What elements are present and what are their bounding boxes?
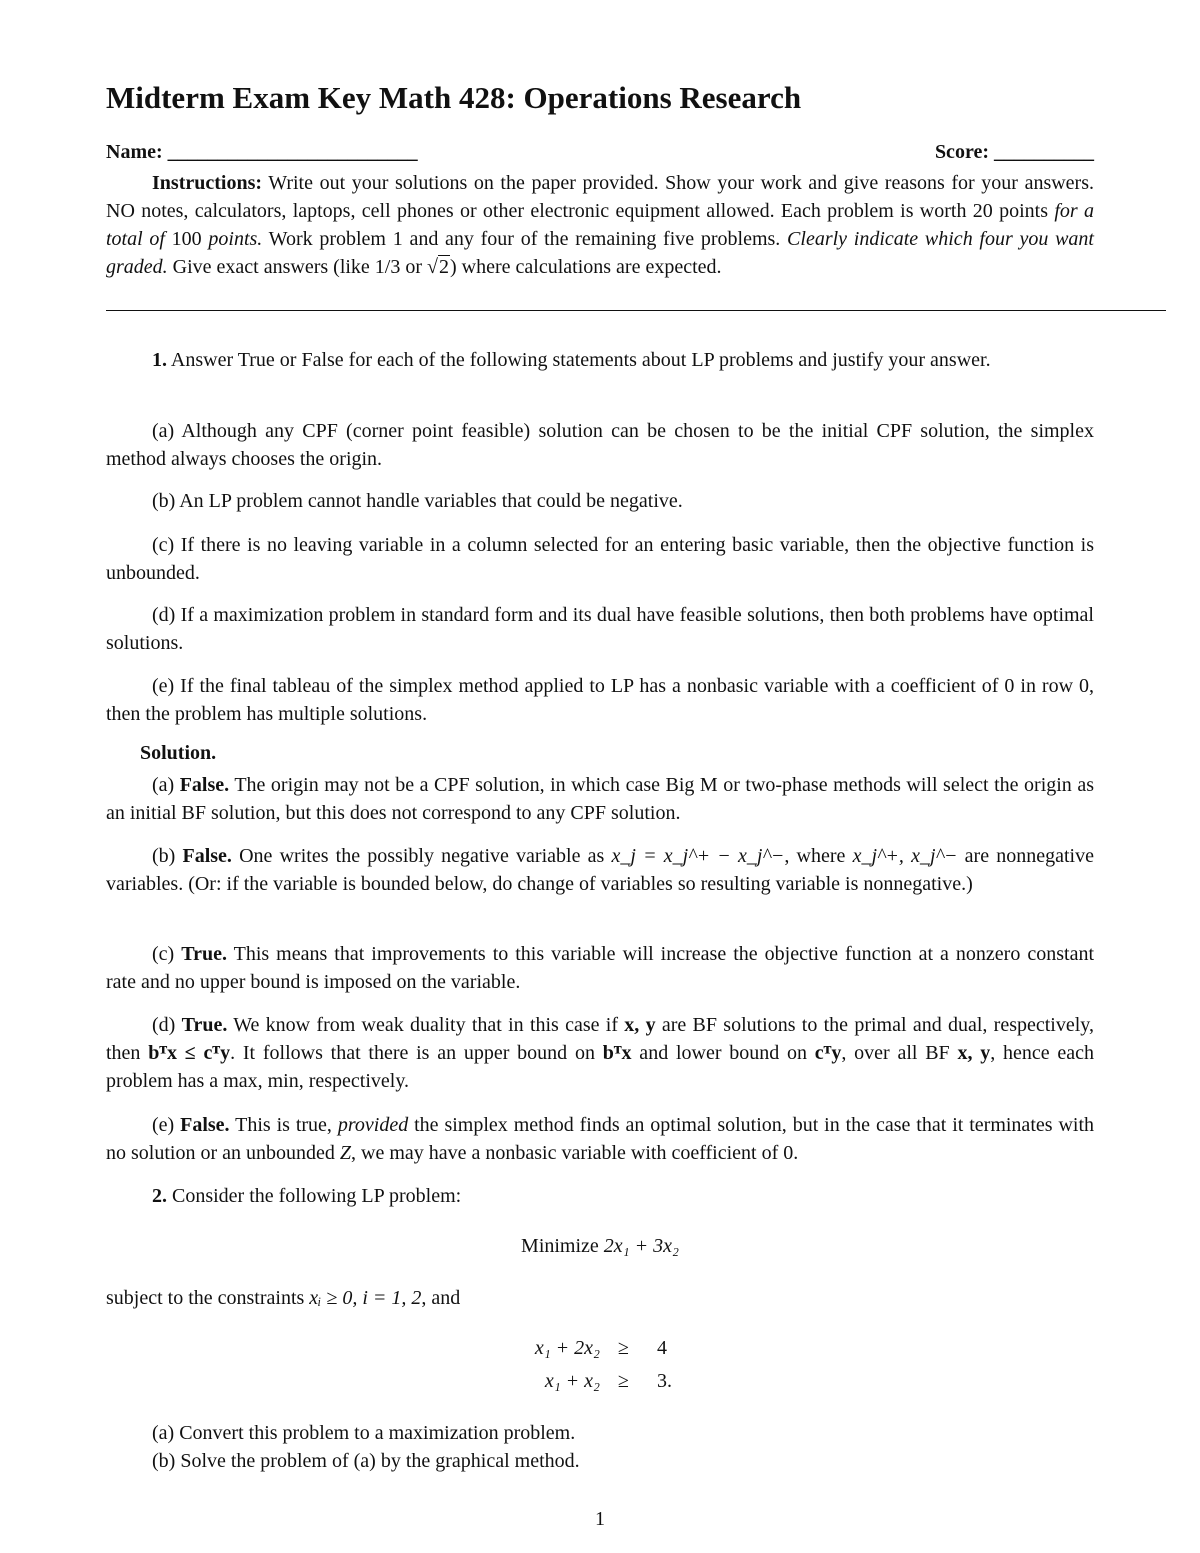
math-split-parts: x_j^+, x_j^−: [852, 845, 958, 867]
problem-1-part-c: (c) If there is no leaving variable in a column selected for an entering basic variable, then the objective function is unbounded.: [106, 534, 1094, 584]
objective-function: Minimize 2x₁ + 3x₂: [521, 1235, 679, 1257]
problem-2-prompt: 2. Consider the following LP problem:: [152, 1185, 462, 1207]
sqrt-expression: √2: [427, 256, 450, 278]
constraint-2-rhs: 3.: [657, 1370, 672, 1392]
constraint-2-relation: ≥: [618, 1370, 629, 1392]
problem-2-part-a: (a) Convert this problem to a maximization problem.: [152, 1422, 576, 1444]
page-number: 1: [595, 1508, 605, 1530]
problem-1-prompt: 1. Answer True or False for each of the following statements about LP problems and justify your answer.: [152, 349, 991, 371]
instructions-label: Instructions:: [152, 172, 263, 194]
instructions-paragraph: Instructions: Write out your solutions on the paper provided. Show your work and give reasons for your answers. NO notes, calculators, laptops, cell phones or other electronic equipment allowed. Each problem is worth 20 points for a total of 100 points. Work problem 1 and any four of the remaining five problems. Clearly indicate which four you want graded. Give exact answers (like 1/3 or √2) where calculations are expected.: [106, 172, 1095, 278]
header-divider: [106, 310, 1166, 311]
constraint-2-lhs: x₁ + x₂: [544, 1370, 600, 1392]
name-score-line: [106, 141, 1094, 164]
solution-part-d: (d) True. We know from weak duality that in this case if x, y are BF solutions to the primal and dual, respectively, then bᵀx ≤ cᵀy. It follows that there is an upper bound on bᵀx and lower bound on cᵀy, over all BF x, y, hence each problem has a max, min, respectively.: [106, 1014, 1095, 1092]
score-field-label: Score: __________: [934, 141, 1094, 163]
math-split-variable: x_j = x_j^+ − x_j^−: [611, 845, 785, 867]
problem-1-part-d: (d) If a maximization problem in standard form and its dual have feasible solutions, then both problems have optimal solutions.: [106, 604, 1094, 654]
constraint-1-relation: ≥: [618, 1337, 629, 1359]
solution-part-b: (b) False. One writes the possibly negative variable as x_j = x_j^+ − x_j^−, where x_j^+, x_j^− are nonnegative variables. (Or: if the variable is bounded below, do change of variables so resulting variable is nonnegative.): [106, 845, 1094, 895]
solution-heading: Solution.: [140, 742, 217, 764]
constraint-1-lhs: x₁ + 2x₂: [534, 1337, 600, 1359]
solution-part-c: (c) True. This means that improvements to this variable will increase the objective function at a nonzero constant rate and no upper bound is imposed on the variable.: [106, 943, 1094, 993]
page-title: Midterm Exam Key Math 428: Operations Research: [106, 80, 802, 115]
solution-part-e: (e) False. This is true, provided the simplex method finds an optimal solution, but in the case that it terminates with no solution or an unbounded Z, we may have a nonbasic variable with coefficient of 0.: [106, 1114, 1095, 1164]
solution-part-a: (a) False. The origin may not be a CPF solution, in which case Big M or two-phase methods will select the origin as an initial BF solution, but this does not correspond to any CPF solution.: [106, 774, 1094, 824]
problem-1-part-b: (b) An LP problem cannot handle variables that could be negative.: [152, 490, 683, 512]
problem-1-part-a: (a) Although any CPF (corner point feasible) solution can be chosen to be the initial CPF solution, the simplex method always chooses the origin.: [106, 420, 1094, 470]
constraints-intro: subject to the constraints xᵢ ≥ 0, i = 1, 2, and: [106, 1287, 461, 1309]
name-field-label: Name: _________________________: [106, 141, 418, 163]
problem-1-part-e: (e) If the final tableau of the simplex method applied to LP has a nonbasic variable with a coefficient of 0 in row 0, then the problem has multiple solutions.: [106, 675, 1094, 725]
problem-2-part-b: (b) Solve the problem of (a) by the graphical method.: [152, 1450, 580, 1472]
constraint-1-rhs: 4: [657, 1337, 667, 1359]
